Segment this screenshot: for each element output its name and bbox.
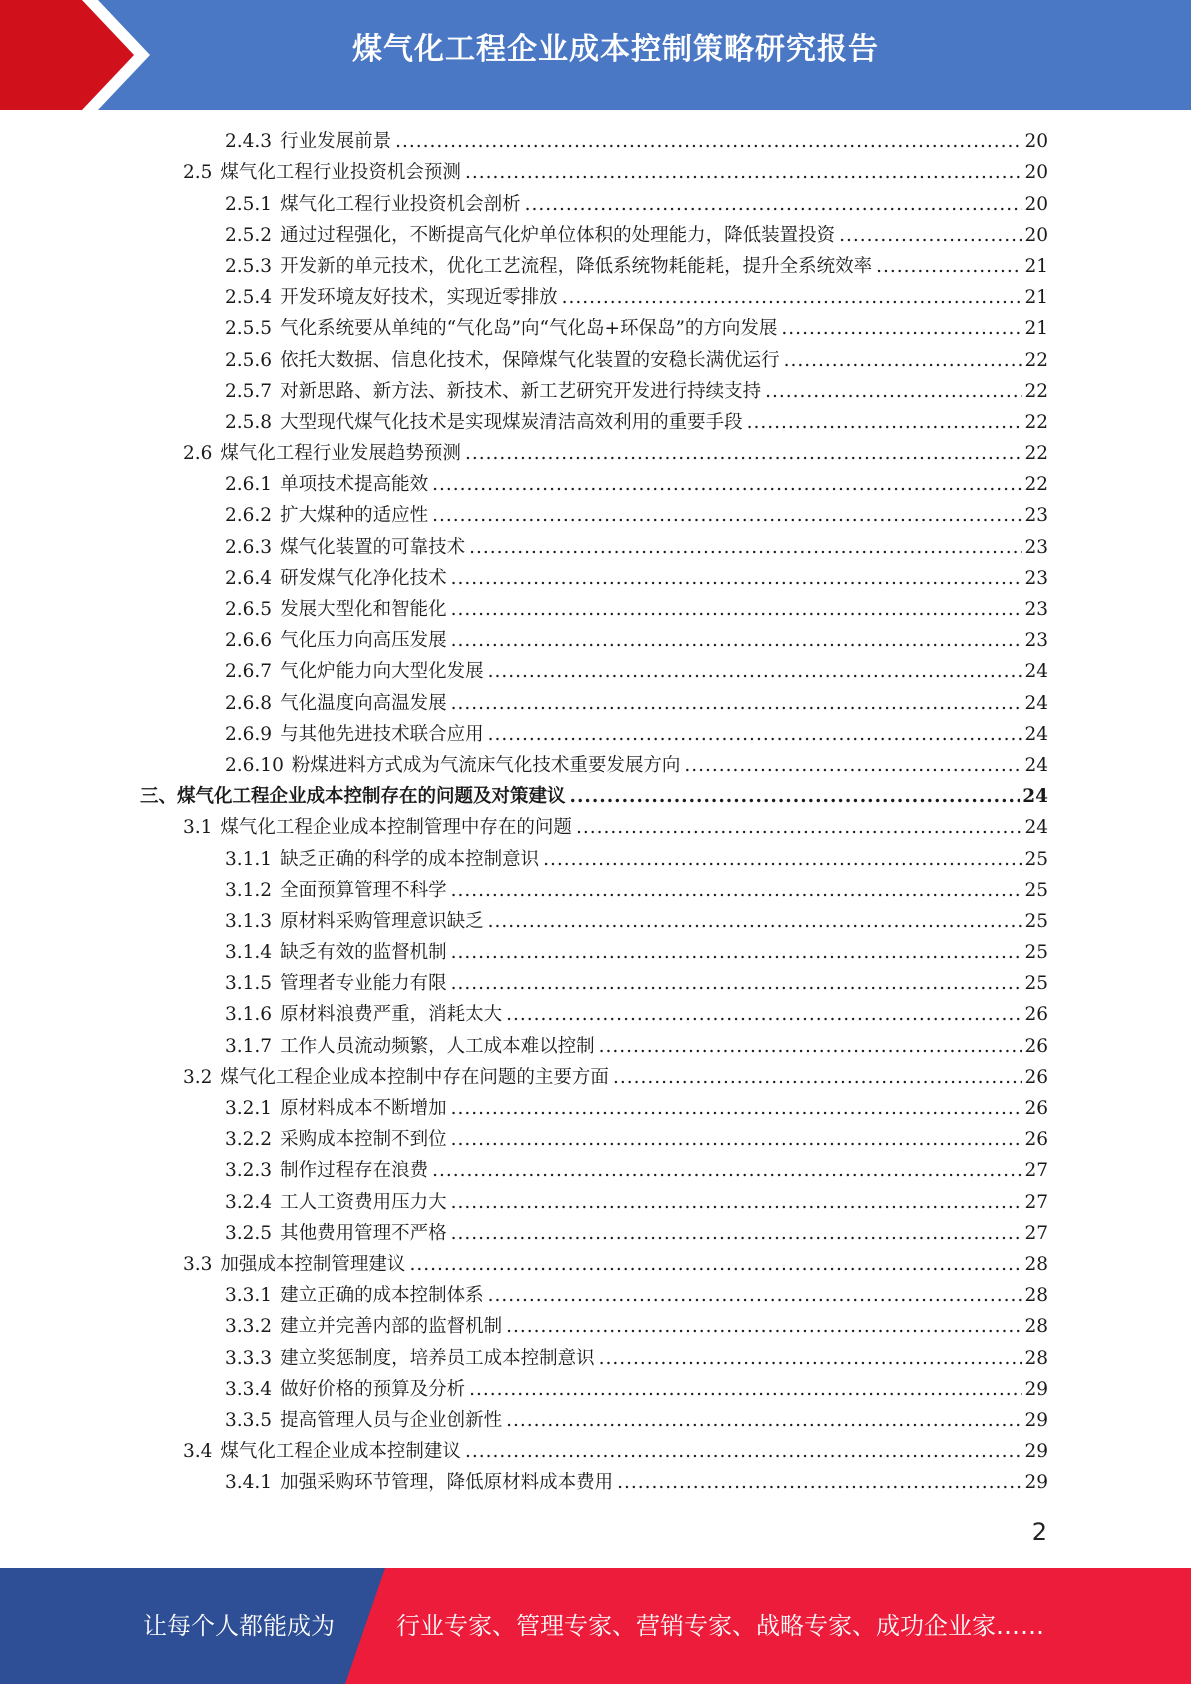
toc-entry-page: 29 — [1024, 1378, 1048, 1400]
toc-entry-page: 26 — [1024, 1035, 1048, 1057]
toc-entry-number: 2.6.10 — [225, 754, 284, 776]
toc-entry-number: 3.1.5 — [225, 973, 273, 995]
toc-entry-number: 2.5.4 — [225, 287, 273, 309]
toc-entry[interactable] — [140, 126, 1048, 157]
toc-entry-page: 29 — [1024, 1409, 1048, 1431]
toc-entry-page: 23 — [1024, 505, 1048, 527]
toc-entry[interactable] — [140, 1280, 1048, 1311]
toc-entry-title: 煤气化工程行业投资机会剖析 — [280, 193, 521, 215]
toc-entry-title: 通过过程强化，不断提高气化炉单位体积的处理能力，降低装置投资 — [280, 224, 836, 246]
toc-entry-title: 对新思路、新方法、新技术、新工艺研究开发进行持续支持 — [280, 380, 762, 402]
toc-entry-title: 煤气化工程企业成本控制存在的问题及对策建议 — [177, 786, 566, 808]
toc-entry-title: 建立并完善内部的监督机制 — [280, 1316, 503, 1338]
toc-entry[interactable] — [140, 1467, 1048, 1498]
toc-entry-title: 缺乏正确的科学的成本控制意识 — [280, 848, 540, 870]
toc-entry-number: 2.6.6 — [225, 630, 273, 652]
toc-entry[interactable] — [140, 1186, 1048, 1217]
page-footer — [0, 1568, 1191, 1684]
toc-entry[interactable] — [140, 1405, 1048, 1436]
toc-dot-leader — [576, 812, 1023, 843]
toc-entry-number: 2.6.9 — [225, 723, 273, 745]
toc-dot-leader — [617, 1467, 1022, 1498]
toc-dot-leader — [781, 313, 1022, 344]
toc-dot-leader — [451, 875, 1023, 906]
toc-entry-title: 煤气化工程企业成本控制建议 — [220, 1441, 461, 1463]
toc-entry-title: 气化系统要从单纯的“气化岛”向“气化岛+环保岛”的方向发展 — [280, 318, 778, 340]
toc-entry-number: 3.1.2 — [225, 879, 273, 901]
toc-entry-title: 气化炉能力向大型化发展 — [280, 661, 484, 683]
toc-entry[interactable] — [140, 781, 1048, 812]
toc-entry-number: 2.6.3 — [225, 536, 273, 558]
toc-entry-title: 扩大煤种的适应性 — [280, 505, 429, 527]
toc-dot-leader — [451, 1093, 1023, 1124]
toc-entry-page: 22 — [1024, 474, 1048, 496]
toc-entry-title: 依托大数据、信息化技术，保障煤气化装置的安稳长满优运行 — [280, 349, 780, 371]
toc-entry[interactable] — [140, 1436, 1048, 1467]
toc-entry-title: 加强成本控制管理建议 — [220, 1253, 406, 1275]
toc-entry-number: 2.6.8 — [225, 692, 273, 714]
toc-entry-number: 三、 — [140, 786, 178, 808]
toc-entry[interactable] — [140, 875, 1048, 906]
toc-entry[interactable] — [140, 1374, 1048, 1405]
toc-entry[interactable] — [140, 1093, 1048, 1124]
toc-entry-title: 大型现代煤气化技术是实现煤炭清洁高效利用的重要手段 — [280, 411, 743, 433]
toc-dot-leader — [506, 1405, 1022, 1436]
toc-entry[interactable] — [140, 968, 1048, 999]
toc-entry-title: 加强采购环节管理，降低原材料成本费用 — [280, 1472, 614, 1494]
toc-dot-leader — [469, 532, 1022, 563]
page-number: 2 — [1031, 1518, 1047, 1546]
toc-entry[interactable] — [140, 500, 1048, 531]
toc-entry[interactable] — [140, 719, 1048, 750]
toc-dot-leader — [451, 937, 1023, 968]
toc-dot-leader — [395, 126, 1022, 157]
toc-dot-leader — [465, 438, 1023, 469]
toc-dot-leader — [599, 1343, 1023, 1374]
toc-entry-number: 3.2.5 — [225, 1222, 273, 1244]
toc-dot-leader — [613, 1062, 1023, 1093]
toc-entry[interactable] — [140, 157, 1048, 188]
toc-entry-title: 行业发展前景 — [280, 131, 392, 153]
toc-entry-number: 2.5.5 — [225, 318, 273, 340]
toc-dot-leader — [839, 220, 1022, 251]
toc-entry-title: 与其他先进技术联合应用 — [280, 723, 484, 745]
toc-entry-page: 27 — [1024, 1160, 1048, 1182]
toc-entry-number: 3.3.3 — [225, 1347, 273, 1369]
toc-dot-leader — [562, 282, 1023, 313]
toc-dot-leader — [451, 625, 1023, 656]
toc-dot-leader — [506, 1311, 1022, 1342]
toc-entry-title: 开发环境友好技术，实现近零排放 — [280, 287, 558, 309]
toc-entry-page: 22 — [1024, 349, 1048, 371]
toc-entry[interactable] — [140, 563, 1048, 594]
toc-entry[interactable] — [140, 1311, 1048, 1342]
toc-entry-title: 做好价格的预算及分析 — [280, 1378, 466, 1400]
toc-dot-leader — [451, 1187, 1023, 1218]
toc-entry-number: 3.1.7 — [225, 1035, 273, 1057]
toc-entry[interactable] — [140, 1218, 1048, 1249]
toc-dot-leader — [451, 968, 1023, 999]
toc-dot-leader — [488, 906, 1023, 937]
toc-entry-title: 发展大型化和智能化 — [280, 599, 447, 620]
toc-entry-page: 26 — [1024, 1066, 1048, 1088]
toc-entry-number: 2.6.5 — [225, 599, 273, 620]
toc-entry-number: 3.1.6 — [225, 1004, 273, 1026]
toc-entry-page: 28 — [1024, 1347, 1048, 1369]
toc-entry[interactable] — [140, 843, 1048, 874]
toc-entry[interactable] — [140, 376, 1048, 407]
toc-entry-title: 提高管理人员与企业创新性 — [280, 1409, 503, 1431]
toc-entry-number: 2.5.2 — [225, 224, 273, 246]
toc-entry[interactable] — [140, 313, 1048, 344]
toc-dot-leader — [876, 251, 1022, 282]
toc-entry[interactable] — [140, 438, 1048, 469]
toc-entry-page: 24 — [1024, 754, 1048, 776]
toc-dot-leader — [488, 719, 1023, 750]
toc-dot-leader — [488, 1280, 1023, 1311]
toc-entry-page: 24 — [1024, 817, 1048, 839]
toc-dot-leader — [765, 376, 1022, 407]
toc-entry-title: 建立正确的成本控制体系 — [280, 1285, 484, 1307]
toc-dot-leader — [599, 1031, 1023, 1062]
toc-entry-number: 3.1 — [183, 817, 213, 839]
toc-entry-page: 27 — [1024, 1191, 1048, 1213]
toc-entry-number: 2.5.3 — [225, 255, 273, 277]
toc-entry-title: 管理者专业能力有限 — [280, 973, 447, 995]
toc-entry-page: 21 — [1024, 318, 1048, 340]
toc-entry[interactable] — [140, 1124, 1048, 1155]
toc-entry-number: 3.1.3 — [225, 910, 273, 932]
toc-entry-number: 2.5.1 — [225, 193, 273, 215]
toc-dot-leader — [432, 500, 1022, 531]
toc-entry-number: 3.1.4 — [225, 942, 273, 964]
toc-entry-page: 24 — [1022, 786, 1048, 808]
toc-entry-title: 建立奖惩制度，培养员工成本控制意识 — [280, 1347, 595, 1369]
toc-entry[interactable] — [140, 937, 1048, 968]
toc-entry-title: 制作过程存在浪费 — [280, 1160, 429, 1182]
toc-entry[interactable] — [140, 906, 1048, 937]
toc-entry-page: 25 — [1024, 910, 1048, 932]
report-title: 煤气化工程企业成本控制策略研究报告 — [352, 32, 879, 67]
toc-entry-page: 22 — [1024, 411, 1048, 433]
toc-dot-leader — [469, 1374, 1022, 1405]
toc-entry-number: 3.2.4 — [225, 1191, 273, 1213]
toc-entry-page: 28 — [1024, 1316, 1048, 1338]
table-of-contents — [140, 126, 1048, 1498]
toc-entry-number: 3.2.2 — [225, 1129, 273, 1151]
toc-entry-title: 气化温度向高温发展 — [280, 692, 447, 714]
toc-entry-page: 27 — [1024, 1222, 1048, 1244]
toc-entry-number: 3.4 — [183, 1441, 213, 1463]
toc-entry-page: 21 — [1024, 287, 1048, 309]
toc-entry-page: 26 — [1024, 1129, 1048, 1151]
toc-entry-title: 煤气化装置的可靠技术 — [280, 536, 466, 558]
toc-dot-leader — [432, 1155, 1022, 1186]
toc-entry[interactable] — [140, 1155, 1048, 1186]
toc-entry[interactable] — [140, 999, 1048, 1030]
toc-entry-page: 25 — [1024, 973, 1048, 995]
toc-dot-leader — [570, 781, 1021, 812]
toc-entry-title: 原材料成本不断增加 — [280, 1098, 447, 1119]
toc-entry-number: 2.5.6 — [225, 349, 273, 371]
toc-entry-page: 20 — [1024, 162, 1048, 184]
toc-entry-page: 29 — [1024, 1441, 1048, 1463]
toc-entry-title: 原材料浪费严重，消耗太大 — [280, 1004, 503, 1026]
toc-entry-title: 缺乏有效的监督机制 — [280, 942, 447, 964]
toc-entry-title: 粉煤进料方式成为气流床气化技术重要发展方向 — [291, 754, 681, 776]
toc-entry-title: 单项技术提高能效 — [280, 474, 429, 496]
footer-slogan-right: 行业专家、管理专家、营销专家、战略专家、成功企业家…… — [396, 1612, 1044, 1640]
toc-entry[interactable] — [140, 220, 1048, 251]
toc-entry-number: 3.4.1 — [225, 1472, 273, 1494]
toc-entry-title: 工作人员流动频繁，人工成本难以控制 — [280, 1035, 595, 1057]
toc-entry-page: 22 — [1024, 380, 1048, 402]
toc-entry[interactable] — [140, 594, 1048, 625]
toc-dot-leader — [451, 1124, 1023, 1155]
toc-entry-page: 23 — [1024, 599, 1048, 620]
toc-entry-page: 20 — [1024, 193, 1048, 215]
toc-entry-title: 工人工资费用压力大 — [280, 1191, 447, 1213]
toc-entry-page: 25 — [1024, 942, 1048, 964]
toc-entry-number: 3.3.1 — [225, 1285, 273, 1307]
toc-entry-page: 26 — [1024, 1098, 1048, 1119]
toc-entry-page: 25 — [1024, 879, 1048, 901]
toc-entry[interactable] — [140, 625, 1048, 656]
toc-entry-title: 全面预算管理不科学 — [280, 879, 447, 901]
toc-entry[interactable] — [140, 282, 1048, 313]
toc-entry[interactable] — [140, 687, 1048, 718]
toc-entry-number: 3.2.3 — [225, 1160, 273, 1182]
toc-dot-leader — [465, 1436, 1023, 1467]
toc-entry-title: 采购成本控制不到位 — [280, 1129, 447, 1151]
toc-dot-leader — [451, 563, 1023, 594]
toc-dot-leader — [409, 1249, 1022, 1280]
toc-entry-page: 24 — [1024, 723, 1048, 745]
toc-entry[interactable] — [140, 188, 1048, 219]
toc-entry[interactable] — [140, 1342, 1048, 1373]
toc-entry-page: 20 — [1024, 224, 1048, 246]
toc-entry[interactable] — [140, 407, 1048, 438]
toc-dot-leader — [451, 1218, 1023, 1249]
toc-entry[interactable] — [140, 656, 1048, 687]
toc-entry-title: 开发新的单元技术，优化工艺流程，降低系统物耗能耗，提升全系统效率 — [280, 255, 873, 277]
toc-dot-leader — [784, 345, 1023, 376]
toc-entry-title: 其他费用管理不严格 — [280, 1222, 447, 1244]
toc-entry-number: 2.6 — [183, 443, 213, 465]
toc-entry-title: 研发煤气化净化技术 — [280, 567, 447, 589]
toc-entry-page: 23 — [1024, 536, 1048, 558]
toc-entry-page: 28 — [1024, 1253, 1048, 1275]
toc-entry-number: 2.5.7 — [225, 380, 273, 402]
toc-entry-number: 2.5 — [183, 162, 213, 184]
toc-entry-number: 3.3.2 — [225, 1316, 273, 1338]
toc-dot-leader — [465, 157, 1023, 188]
toc-entry-title: 气化压力向高压发展 — [280, 630, 447, 652]
toc-entry-number: 2.6.2 — [225, 505, 273, 527]
toc-entry-page: 23 — [1024, 567, 1048, 589]
toc-entry-page: 29 — [1024, 1472, 1048, 1494]
toc-entry-number: 3.2 — [183, 1066, 213, 1088]
toc-entry-number: 3.2.1 — [225, 1098, 273, 1119]
toc-entry-number: 2.6.7 — [225, 661, 273, 683]
toc-entry-page: 21 — [1024, 255, 1048, 277]
toc-entry[interactable] — [140, 1062, 1048, 1093]
toc-dot-leader — [747, 407, 1023, 438]
toc-dot-leader — [684, 750, 1022, 781]
toc-dot-leader — [543, 844, 1022, 875]
toc-entry-number: 3.1.1 — [225, 848, 273, 870]
toc-entry-title: 原材料采购管理意识缺乏 — [280, 910, 484, 932]
toc-entry-title: 煤气化工程行业发展趋势预测 — [220, 443, 461, 465]
toc-dot-leader — [451, 688, 1023, 719]
toc-entry[interactable] — [140, 750, 1048, 781]
toc-entry[interactable] — [140, 251, 1048, 282]
toc-entry-page: 20 — [1024, 131, 1048, 153]
toc-entry-page: 22 — [1024, 443, 1048, 465]
toc-entry-number: 2.6.1 — [225, 474, 273, 496]
toc-entry-number: 3.3.4 — [225, 1378, 273, 1400]
toc-entry-page: 28 — [1024, 1285, 1048, 1307]
toc-entry[interactable] — [140, 344, 1048, 375]
toc-entry[interactable] — [140, 1030, 1048, 1061]
toc-entry[interactable] — [140, 812, 1048, 843]
toc-entry[interactable] — [140, 1249, 1048, 1280]
toc-entry-number: 2.5.8 — [225, 411, 273, 433]
toc-entry-number: 3.3 — [183, 1253, 213, 1275]
toc-entry-title: 煤气化工程行业投资机会预测 — [220, 162, 461, 184]
toc-entry-number: 2.4.3 — [225, 131, 273, 153]
toc-dot-leader — [451, 594, 1023, 625]
toc-entry-number: 3.3.5 — [225, 1409, 273, 1431]
toc-dot-leader — [488, 656, 1023, 687]
toc-entry-title: 煤气化工程企业成本控制中存在问题的主要方面 — [220, 1066, 609, 1088]
footer-slogan-left: 让每个人都能成为 — [143, 1612, 335, 1640]
toc-entry-page: 25 — [1024, 848, 1048, 870]
toc-entry-page: 24 — [1024, 661, 1048, 683]
toc-entry[interactable] — [140, 469, 1048, 500]
toc-dot-leader — [525, 189, 1023, 220]
toc-entry-title: 煤气化工程企业成本控制管理中存在的问题 — [220, 817, 572, 839]
toc-entry-page: 23 — [1024, 630, 1048, 652]
toc-entry-page: 26 — [1024, 1004, 1048, 1026]
toc-dot-leader — [506, 999, 1022, 1030]
toc-entry-page: 24 — [1024, 692, 1048, 714]
page-header — [0, 0, 1191, 110]
toc-entry-number: 2.6.4 — [225, 567, 273, 589]
toc-dot-leader — [432, 469, 1022, 500]
toc-entry[interactable] — [140, 531, 1048, 562]
